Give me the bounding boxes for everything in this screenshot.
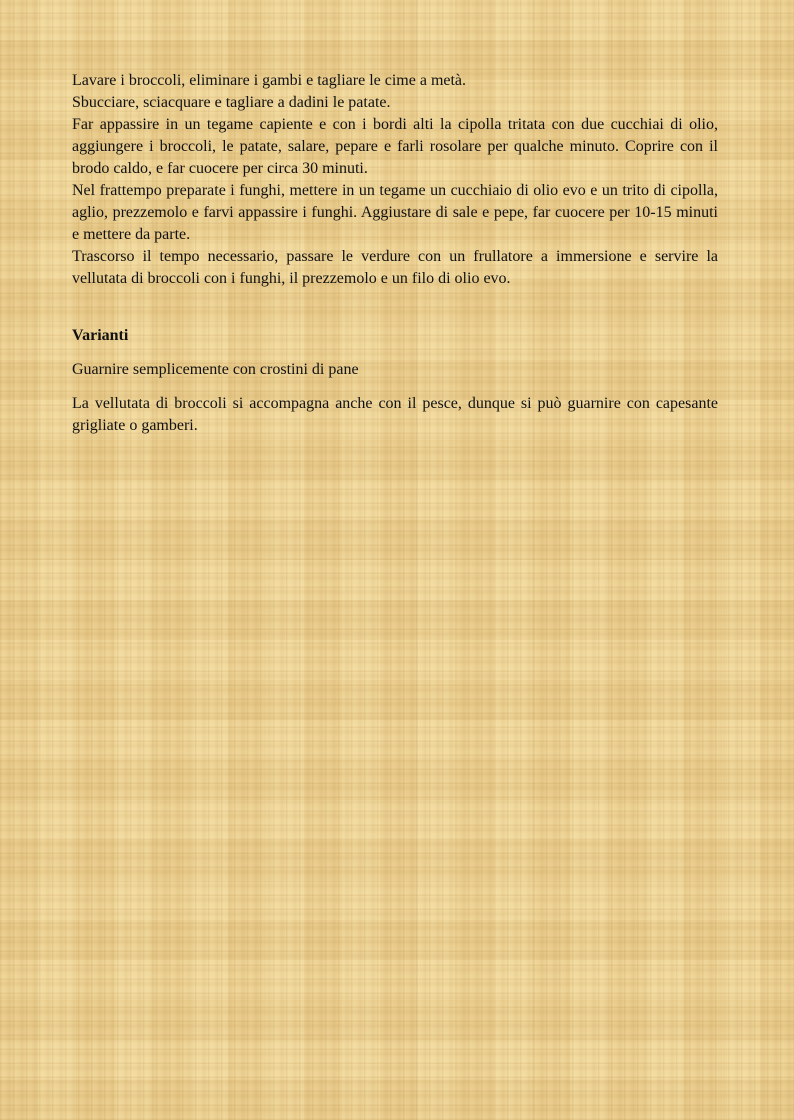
recipe-page <box>72 70 718 437</box>
variants-heading: Varianti <box>72 327 129 344</box>
step-2: Sbucciare, sciacquare e tagliare a dadini le patate. <box>72 94 391 111</box>
preparation-steps <box>72 70 718 290</box>
step-4: Nel frattempo preparate i funghi, mettere in un tegame un cucchiaio di olio evo e un trito di cipolla, aglio, prezzemolo e farvi appassire i funghi. Aggiustare di sale e pepe, far cuocere per 10-15 minuti e mettere da parte. <box>72 182 718 243</box>
variants-section <box>72 325 718 437</box>
step-5: Trascorso il tempo necessario, passare le verdure con un frullatore a immersione e servire la vellutata di broccoli con i funghi, il prezzemolo e un filo di olio evo. <box>72 248 718 287</box>
variant-2: La vellutata di broccoli si accompagna anche con il pesce, dunque si può guarnire con capesante grigliate o gamberi. <box>72 395 718 434</box>
step-1: Lavare i broccoli, eliminare i gambi e tagliare le cime a metà. <box>72 72 467 89</box>
variant-1: Guarnire semplicemente con crostini di pane <box>72 361 359 378</box>
step-3: Far appassire in un tegame capiente e con i bordi alti la cipolla tritata con due cucchiai di olio, aggiungere i broccoli, le patate, salare, pepare e farli rosolare per qualche minuto. Coprire con il brodo caldo, e far cuocere per circa 30 minuti. <box>72 116 718 177</box>
